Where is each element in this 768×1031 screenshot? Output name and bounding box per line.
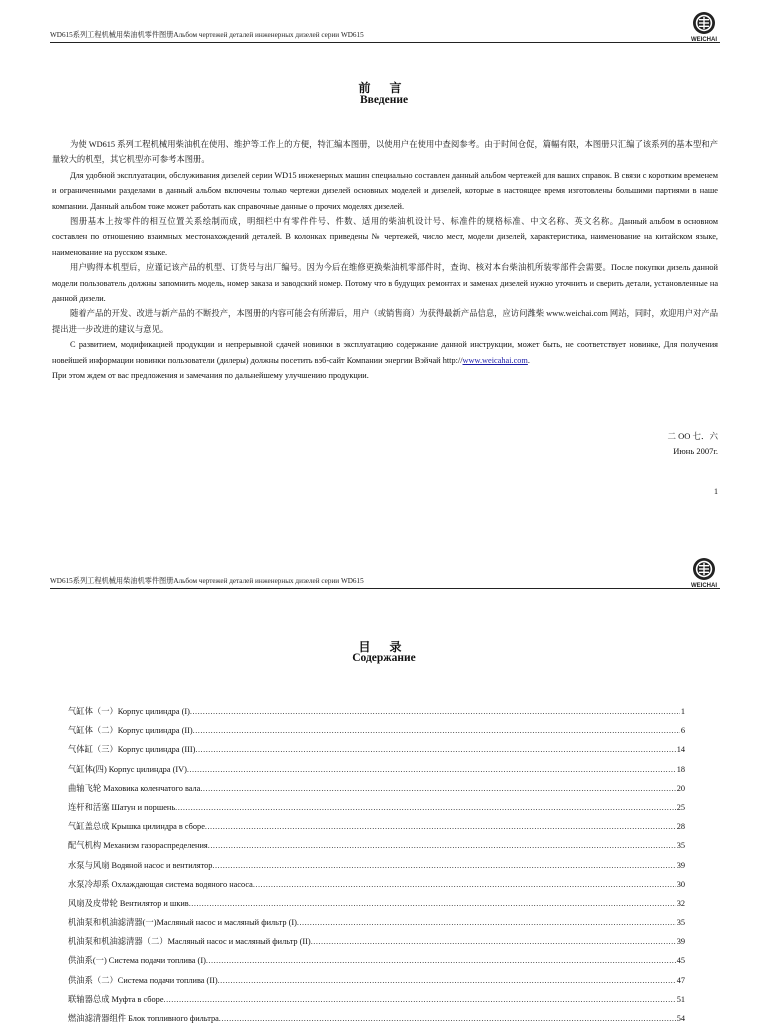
weichai-logo-2 (688, 557, 720, 589)
toc-entry-page: 14 (676, 745, 685, 755)
toc-leader-dots (253, 880, 676, 889)
weichai-website-link[interactable]: www.weicahai.com (462, 355, 528, 365)
toc-entry[interactable] (68, 801, 685, 820)
last-para-text: С развитием, модификацией продукции и непрерывной сдачей новинки в эксплуатацию содержание данной инструкции, может быть, не соответствует новинке, Для получения новейшей информации новинки пользователи (дилеры) должны посетить вэб-сайт Компании энергии Вэйчай http:// (52, 340, 718, 365)
toc-entry-title: 气缸盖总成 Крышка цилиндра в сборе (68, 822, 205, 832)
toc-entry[interactable] (68, 859, 685, 878)
toc-leader-dots (187, 765, 676, 774)
header-rule-1 (50, 42, 720, 43)
toc-entry[interactable] (68, 935, 685, 954)
toc-leader-dots (208, 841, 676, 850)
toc-entry-title: 气缸体（一）Корпус цилиндра (I) (68, 707, 190, 716)
weichai-logo-1 (688, 11, 720, 43)
toc-entry-page: 28 (676, 822, 685, 832)
toc-entry[interactable] (68, 1012, 685, 1031)
toc-entry[interactable] (68, 916, 685, 935)
toc-entry-title: 曲轴飞轮 Маховика коленчатого вала (68, 783, 201, 793)
toc-entry-page: 1 (680, 707, 685, 716)
toc-entry-page: 35 (676, 918, 685, 928)
toc-entry-title: 水泵冷却系 Охлаждающая система водяного насоса (68, 879, 253, 889)
logo-wordmark: WEICHAI (691, 583, 717, 589)
toc-entry-page: 39 (676, 860, 685, 870)
page-number: 1 (714, 487, 718, 496)
toc-entry[interactable] (68, 820, 685, 839)
last-para-end: . (527, 355, 530, 365)
toc-entry-page: 35 (676, 841, 685, 851)
toc-entry[interactable] (68, 743, 685, 762)
toc-entry-page: 54 (676, 1014, 685, 1023)
toc-leader-dots (206, 956, 676, 965)
toc-entry-title: 水泵与风扇 Водяной насос и вентилятор (68, 860, 213, 870)
toc-entry-page: 51 (676, 994, 685, 1004)
toc-leader-dots (195, 745, 675, 754)
toc-entry[interactable] (68, 839, 685, 858)
toc-entry-page: 18 (676, 764, 685, 774)
toc-entry-page: 45 (676, 956, 685, 966)
signature-date-cn: 二 OO 七．六 (667, 431, 718, 441)
toc-leader-dots (219, 1014, 676, 1023)
preface-paragraph: 图册基本上按零件的相互位置关系绘制而成，明细栏中有零件件号、件数、适用的柴油机设计号、标准件的规格标准、中文名称、英文名称。Данный альбом в основном составлен по отношению взаимных местонахождений деталей. В колонках приведены № чертежей, число мест, модели дизелей, характеристика, наименование на китайском языке, наименование на русском языке. (52, 217, 718, 257)
toc-entry-page: 20 (676, 783, 685, 793)
toc-entry[interactable] (68, 878, 685, 897)
signature-date-ru: Июнь 2007г. (673, 446, 718, 456)
toc-entry[interactable] (68, 724, 685, 743)
toc-entry[interactable] (68, 763, 685, 782)
toc-entry-title: 供油系（二）Система подачи топлива (II) (68, 975, 218, 985)
toc-leader-dots (218, 976, 676, 985)
toc-entry-page: 30 (676, 879, 685, 889)
preface-paragraph: 用户购得本机型后，应谨记该产品的机型、订货号与出厂编号。因为今后在维修更换柴油机零部件时，查询、核对本台柴油机所装零部件会需要。После покупки дизель данной модели пользователь должны запомнить модель, номер заказа и заводский номер. Потому что в будущих ремонтах и заменах дизелей нужно уточнить и сверить детали, установленные на данной дизели. (52, 263, 718, 304)
preface-title-ru: Введение (359, 94, 409, 106)
toc-leader-dots (193, 726, 680, 735)
header-rule-2 (50, 588, 720, 589)
toc-entry[interactable] (68, 974, 685, 993)
toc-entry[interactable] (68, 705, 685, 724)
toc-entry[interactable] (68, 954, 685, 973)
toc-leader-dots (164, 995, 676, 1004)
toc-leader-dots (212, 861, 675, 870)
toc-entry-title: 配气机构 Механизм газораспределения (68, 841, 208, 851)
preface-paragraph: Для удобной эксплуатации, обслуживания дизелей серии WD15 инженерных машин специально составлен данный альбом чертежей для ваших справок. В связи с коротким временем и ограниченными разделами в данный альбом включены только чертежи дизелей основных моделей и дизелей, которые в настоящее время изготовлены большими партиями в наше компании. Данный альбом тоже может работать как справочные данные о прочих моделях дизелей. (52, 170, 718, 211)
preface-paragraph: 随着产品的开发、改进与新产品的不断投产，本图册的内容可能会有所滞后，用户（或销售商）为获得最新产品信息，应访问潍柴 www.weichai.com 网站，同时，欢迎用户对产品提出进一步改进的建议与意见。 (52, 309, 718, 334)
toc-entry-title: 燃油滤清器组件 Блок топливного фильтра (68, 1014, 219, 1023)
page-header-1: WD615系列工程机械用柴油机零件图册Альбом чертежей деталей инженерных дизелей серии WD615 (50, 31, 364, 39)
preface-paragraph-last (52, 337, 718, 368)
toc-entry-page: 6 (680, 726, 685, 736)
toc-leader-dots (200, 784, 675, 793)
toc-entry-title: 气缸体（二）Корпус цилиндра (II) (68, 726, 193, 736)
preface-body (52, 137, 718, 384)
contents-title-ru: Содержание (352, 652, 416, 664)
weichai-logo-icon (688, 557, 720, 589)
toc-entry[interactable] (68, 782, 685, 801)
weichai-logo-icon (688, 11, 720, 43)
toc-entry-title: 供油系(一) Система подачи топлива (I) (68, 956, 206, 966)
toc-leader-dots (205, 822, 676, 831)
toc-leader-dots (311, 937, 676, 946)
toc-entry-title: 机油泵和机油滤清器（二）Масляный насос и масляный фильтр (II) (68, 937, 311, 947)
toc-entry[interactable] (68, 993, 685, 1012)
toc-leader-dots (297, 918, 676, 927)
table-of-contents (68, 705, 685, 1031)
toc-leader-dots (189, 899, 676, 908)
toc-entry-page: 47 (676, 975, 685, 985)
toc-entry-title: 机油泵和机油滤清器(一)Масляный насос и масляный фильтр (I) (68, 918, 297, 928)
toc-entry[interactable] (68, 897, 685, 916)
preface-title-cn: 前 言 (358, 81, 410, 95)
toc-entry-page: 39 (676, 937, 685, 947)
page-header-2: WD615系列工程机械用柴油机零件图册Альбом чертежей деталей инженерных дизелей серии WD615 (50, 577, 364, 585)
toc-entry-title: 连杆和活塞 Шатун и поршень (68, 802, 176, 812)
logo-wordmark: WEICHAI (691, 37, 717, 43)
toc-leader-dots (175, 803, 676, 812)
toc-entry-title: 气体缸（三）Корпус цилиндра (III) (68, 745, 196, 755)
contents-title-cn: 目 录 (358, 640, 410, 654)
preface-paragraph: 为使 WD615 系列工程机械用柴油机在使用、维护等工作上的方便，特汇编本图册，以使用户在使用中查阅参考。由于时间仓促，篇幅有限，本图册只汇编了该系列的基本型和产量较大的机型，其它机型亦可参考本图册。 (52, 140, 718, 165)
toc-leader-dots (190, 707, 680, 716)
toc-entry-title: 风扇及皮带轮 Вентилятор и шкив (68, 898, 189, 908)
preface-closing: При этом ждем от вас предложения и замечания по дальнейшему улучшению продукции. (52, 371, 369, 381)
toc-entry-title: 联轴器总成 Муфта в сборе (68, 994, 164, 1004)
toc-entry-page: 32 (676, 898, 685, 908)
toc-entry-page: 25 (676, 802, 685, 812)
toc-entry-title: 气缸体(四) Корпус цилиндра (IV) (68, 764, 187, 774)
